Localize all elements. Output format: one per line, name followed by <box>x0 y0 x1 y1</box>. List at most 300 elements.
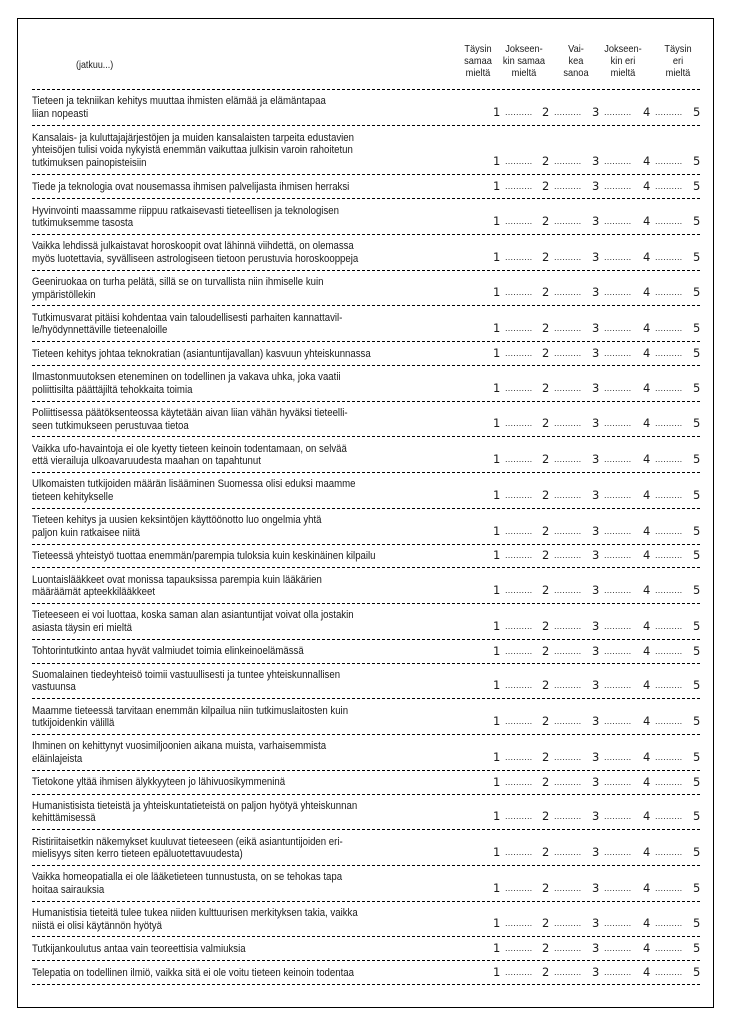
scale-dots: .......... <box>554 324 582 334</box>
scale-dots: .......... <box>604 182 632 192</box>
statement-line: Tieteen kehitys ja uusien keksintöjen käyttöönotto luo ongelmia yhtä <box>32 514 322 527</box>
statement-line: Tieteessä yhteistyö tuottaa enemmän/parempia tuloksia kuin keskinäinen kilpailu <box>32 550 376 563</box>
scale-option-3[interactable]: 3 <box>592 104 600 119</box>
likert-scale <box>474 941 704 955</box>
likert-scale <box>474 809 704 823</box>
scale-option-4[interactable]: 4 <box>643 809 651 824</box>
scale-option-2[interactable]: 2 <box>542 749 550 764</box>
scale-dots: .......... <box>554 777 582 787</box>
column-header-line: Jokseen- <box>604 43 642 55</box>
likert-scale <box>474 285 704 299</box>
scale-option-1[interactable]: 1 <box>493 916 501 931</box>
scale-option-1[interactable]: 1 <box>493 583 501 598</box>
scale-option-2[interactable]: 2 <box>542 643 550 658</box>
statement-line: Suomalainen tiedeyhteisö toimii vastuullisesti ja tuntee yhteiskunnallisen <box>32 668 341 681</box>
column-header-line: Täysin <box>464 43 492 55</box>
likert-scale <box>474 881 704 895</box>
scale-option-1[interactable]: 1 <box>493 749 501 764</box>
statement-text <box>32 800 402 825</box>
scale-dots: .......... <box>505 883 533 893</box>
scale-option-1[interactable]: 1 <box>493 487 501 502</box>
statement-line: että vierailuja ulkoavaruudesta maahan on tapahtunut <box>32 455 261 468</box>
statement-line: asiasta täysin eri mieltä <box>32 621 133 634</box>
scale-option-2[interactable]: 2 <box>542 916 550 931</box>
statement-text <box>32 836 402 861</box>
likert-scale <box>474 452 704 466</box>
scale-option-5[interactable]: 5 <box>693 179 701 194</box>
column-header-4 <box>597 43 650 79</box>
scale-option-5[interactable]: 5 <box>693 104 701 119</box>
scale-dots: .......... <box>604 107 632 117</box>
scale-dots: .......... <box>655 681 683 691</box>
scale-option-1[interactable]: 1 <box>493 678 501 693</box>
scale-dots: .......... <box>554 919 582 929</box>
scale-option-3[interactable]: 3 <box>592 249 600 264</box>
scale-dots: .......... <box>604 252 632 262</box>
scale-option-1[interactable]: 1 <box>493 809 501 824</box>
scale-dots: .......... <box>604 324 632 334</box>
scale-option-5[interactable]: 5 <box>693 618 701 633</box>
scale-option-4[interactable]: 4 <box>643 321 651 336</box>
scale-option-4[interactable]: 4 <box>643 749 651 764</box>
scale-dots: .......... <box>554 526 582 536</box>
scale-dots: .......... <box>505 324 533 334</box>
scale-option-5[interactable]: 5 <box>693 809 701 824</box>
scale-option-3[interactable]: 3 <box>592 774 600 789</box>
scale-dots: .......... <box>554 621 582 631</box>
column-header-line: sanoa <box>563 67 589 79</box>
scale-dots: .......... <box>604 777 632 787</box>
scale-dots: .......... <box>505 526 533 536</box>
scale-option-4[interactable]: 4 <box>643 774 651 789</box>
scale-option-2[interactable]: 2 <box>542 487 550 502</box>
scale-dots: .......... <box>554 349 582 359</box>
statement-line: tutkijoidenkin välillä <box>32 717 115 730</box>
scale-dots: .......... <box>554 944 582 954</box>
scale-option-2[interactable]: 2 <box>542 774 550 789</box>
scale-option-1[interactable]: 1 <box>493 844 501 859</box>
statement-line: Poliittisessa päätöksenteossa käytetään aivan liian vähän hyväksi tieteelli- <box>32 407 348 420</box>
scale-option-3[interactable]: 3 <box>592 321 600 336</box>
scale-dots: .......... <box>604 646 632 656</box>
likert-scale <box>474 548 704 562</box>
scale-option-1[interactable]: 1 <box>493 643 501 658</box>
scale-option-4[interactable]: 4 <box>643 548 651 563</box>
likert-scale <box>474 105 704 119</box>
scale-option-3[interactable]: 3 <box>592 548 600 563</box>
scale-option-5[interactable]: 5 <box>693 523 701 538</box>
scale-dots: .......... <box>655 847 683 857</box>
scale-option-5[interactable]: 5 <box>693 214 701 228</box>
scale-option-5[interactable]: 5 <box>693 774 701 789</box>
scale-option-4[interactable]: 4 <box>643 214 651 228</box>
statement-row <box>32 436 700 472</box>
scale-dots: .......... <box>554 217 582 226</box>
scale-dots: .......... <box>655 919 683 929</box>
column-header-line: mieltä <box>465 67 491 79</box>
scale-option-3[interactable]: 3 <box>592 965 600 980</box>
scale-option-3[interactable]: 3 <box>592 487 600 502</box>
scale-option-5[interactable]: 5 <box>693 548 701 563</box>
scale-option-5[interactable]: 5 <box>693 749 701 764</box>
scale-option-4[interactable]: 4 <box>643 452 651 467</box>
scale-option-3[interactable]: 3 <box>592 179 600 194</box>
scale-option-3[interactable]: 3 <box>592 380 600 395</box>
scale-option-2[interactable]: 2 <box>542 548 550 563</box>
scale-option-5[interactable]: 5 <box>693 965 701 980</box>
scale-option-5[interactable]: 5 <box>693 487 701 502</box>
scale-dots: .......... <box>604 968 632 978</box>
statement-line: Hyvinvointi maassamme riippuu ratkaisevasti tieteellisen ja teknologisen <box>32 204 339 217</box>
scale-dots: .......... <box>655 252 683 262</box>
statement-line: Tutkijankoulutus antaa vain teoreettisia valmiuksia <box>32 943 246 956</box>
scale-option-4[interactable]: 4 <box>643 487 651 502</box>
scale-option-5[interactable]: 5 <box>693 643 701 658</box>
scale-option-1[interactable]: 1 <box>493 104 501 119</box>
scale-option-5[interactable]: 5 <box>693 285 701 300</box>
scale-dots: .......... <box>505 777 533 787</box>
scale-option-3[interactable]: 3 <box>592 678 600 693</box>
column-header-line: mieltä <box>511 67 537 79</box>
likert-scale <box>474 714 704 728</box>
scale-option-5[interactable]: 5 <box>693 941 701 956</box>
scale-option-4[interactable]: 4 <box>643 179 651 194</box>
scale-dots: .......... <box>604 288 632 298</box>
scale-dots: .......... <box>554 107 582 117</box>
column-header-line: Jokseen- <box>505 43 543 55</box>
scale-option-4[interactable]: 4 <box>643 941 651 956</box>
scale-option-3[interactable]: 3 <box>592 809 600 824</box>
scale-option-5[interactable]: 5 <box>693 713 701 728</box>
scale-option-1[interactable]: 1 <box>493 452 501 467</box>
scale-dots: .......... <box>505 349 533 359</box>
scale-option-3[interactable]: 3 <box>592 749 600 764</box>
scale-option-4[interactable]: 4 <box>643 643 651 658</box>
likert-scale <box>474 179 704 193</box>
scale-option-2[interactable]: 2 <box>542 965 550 980</box>
scale-dots: .......... <box>554 383 582 393</box>
scale-option-4[interactable]: 4 <box>643 249 651 264</box>
likert-scale <box>474 583 704 597</box>
scale-option-3[interactable]: 3 <box>592 643 600 658</box>
scale-option-2[interactable]: 2 <box>542 523 550 538</box>
scale-option-2[interactable]: 2 <box>542 713 550 728</box>
scale-option-3[interactable]: 3 <box>592 583 600 598</box>
statement-text <box>32 443 402 468</box>
statement-row <box>32 960 700 984</box>
scale-option-4[interactable]: 4 <box>643 104 651 119</box>
scale-dots: .......... <box>604 944 632 954</box>
scale-option-4[interactable]: 4 <box>643 965 651 980</box>
scale-option-2[interactable]: 2 <box>542 583 550 598</box>
scale-dots: .......... <box>655 455 683 465</box>
scale-option-3[interactable]: 3 <box>592 452 600 467</box>
statement-line: ympäristöllekin <box>32 288 96 301</box>
scale-option-1[interactable]: 1 <box>493 214 501 228</box>
statement-row <box>32 89 700 125</box>
scale-dots: .......... <box>554 812 582 822</box>
scale-option-3[interactable]: 3 <box>592 523 600 538</box>
scale-dots: .......... <box>505 455 533 465</box>
likert-scale <box>474 845 704 859</box>
scale-dots: .......... <box>554 455 582 465</box>
scale-dots: .......... <box>655 646 683 656</box>
scale-option-2[interactable]: 2 <box>542 104 550 119</box>
scale-option-3[interactable]: 3 <box>592 285 600 300</box>
scale-dots: .......... <box>505 551 533 561</box>
scale-dots: .......... <box>655 752 683 762</box>
scale-option-2[interactable]: 2 <box>542 809 550 824</box>
continued-label: (jatkuu...) <box>76 59 114 71</box>
scale-option-5[interactable]: 5 <box>693 416 701 431</box>
scale-dots: .......... <box>604 812 632 822</box>
scale-option-3[interactable]: 3 <box>592 416 600 431</box>
scale-dots: .......... <box>655 324 683 334</box>
scale-dots: .......... <box>604 716 632 726</box>
scale-option-1[interactable]: 1 <box>493 249 501 264</box>
scale-option-3[interactable]: 3 <box>592 154 600 169</box>
column-header-line: Täysin <box>664 43 692 55</box>
statement-text <box>32 669 402 694</box>
scale-option-4[interactable]: 4 <box>643 880 651 895</box>
scale-option-5[interactable]: 5 <box>693 249 701 264</box>
scale-option-2[interactable]: 2 <box>542 416 550 431</box>
statement-row <box>32 270 700 306</box>
statement-text <box>32 312 402 337</box>
scale-option-1[interactable]: 1 <box>493 523 501 538</box>
scale-option-1[interactable]: 1 <box>493 321 501 336</box>
scale-option-1[interactable]: 1 <box>493 618 501 633</box>
statement-line: Ihminen on kehittynyt vuosimiljoonien aikana muista, varhaisemmista <box>32 740 327 753</box>
scale-dots: .......... <box>604 157 632 167</box>
scale-option-2[interactable]: 2 <box>542 249 550 264</box>
scale-option-5[interactable]: 5 <box>693 346 701 361</box>
column-header-line: kin samaa <box>502 55 546 67</box>
statement-row <box>32 639 700 663</box>
scale-dots: .......... <box>554 586 582 596</box>
scale-dots: .......... <box>655 586 683 596</box>
scale-option-1[interactable]: 1 <box>493 941 501 956</box>
likert-scale <box>474 524 704 538</box>
scale-option-4[interactable]: 4 <box>643 346 651 361</box>
statement-text <box>32 776 402 789</box>
scale-dots: .......... <box>655 490 683 500</box>
scale-option-1[interactable]: 1 <box>493 880 501 895</box>
statement-row <box>32 234 700 270</box>
scale-option-2[interactable]: 2 <box>542 380 550 395</box>
column-header-line: kin eri <box>610 55 636 67</box>
statement-line: Geeniruokaa on turha pelätä, sillä se on turvallista niin ihmiselle kuin <box>32 276 324 289</box>
statement-line: Maamme tieteessä tarvitaan enemmän kilpailua niin tutkimuslaitosten kuin <box>32 704 349 717</box>
likert-scale <box>474 346 704 360</box>
scale-option-1[interactable]: 1 <box>493 154 501 169</box>
scale-dots: .......... <box>655 383 683 393</box>
scale-option-4[interactable]: 4 <box>643 678 651 693</box>
scale-dots: .......... <box>505 252 533 262</box>
statement-text <box>32 574 402 599</box>
scale-option-3[interactable]: 3 <box>592 713 600 728</box>
statement-text <box>32 907 402 932</box>
scale-dots: .......... <box>604 349 632 359</box>
scale-dots: .......... <box>655 621 683 631</box>
scale-dots: .......... <box>554 752 582 762</box>
scale-option-4[interactable]: 4 <box>643 618 651 633</box>
scale-option-2[interactable]: 2 <box>542 154 550 169</box>
scale-dots: .......... <box>604 883 632 893</box>
scale-dots: .......... <box>505 681 533 691</box>
scale-option-2[interactable]: 2 <box>542 179 550 194</box>
statement-line: Tutkimusvarat pitäisi kohdentaa vain taloudellisesti parhaiten kannattavil- <box>32 311 343 324</box>
scale-dots: .......... <box>554 847 582 857</box>
scale-option-1[interactable]: 1 <box>493 774 501 789</box>
statement-text <box>32 609 402 634</box>
likert-scale <box>474 416 704 430</box>
statement-line: poliittisilta päättäjiltä tehokkaita toimia <box>32 383 193 396</box>
statement-row <box>32 663 700 699</box>
statement-line: Vaikka lehdissä julkaistavat horoskoopit ovat lähinnä viihdettä, on olemassa <box>32 240 354 253</box>
scale-option-1[interactable]: 1 <box>493 380 501 395</box>
scale-dots: .......... <box>505 586 533 596</box>
statement-line: Tieteen ja tekniikan kehitys muuttaa ihmisten elämää ja elämäntapaa <box>32 95 326 108</box>
scale-option-4[interactable]: 4 <box>643 154 651 169</box>
scale-option-3[interactable]: 3 <box>592 618 600 633</box>
scale-option-4[interactable]: 4 <box>643 713 651 728</box>
scale-option-2[interactable]: 2 <box>542 346 550 361</box>
scale-option-4[interactable]: 4 <box>643 916 651 931</box>
statement-row <box>32 770 700 794</box>
statement-text <box>32 348 402 361</box>
statement-line: Ristiriitaisetkin näkemykset kuuluvat tieteeseen (eikä asiantuntijoiden eri- <box>32 835 343 848</box>
scale-dots: .......... <box>604 217 632 226</box>
scale-dots: .......... <box>505 419 533 429</box>
statement-text <box>32 943 402 956</box>
statement-line: määräämät apteekkilääkkeet <box>32 586 156 599</box>
statement-line: Vaikka ufo-havaintoja ei ole kyetty tieteen keinoin todentamaan, on selvää <box>32 442 347 455</box>
scale-option-5[interactable]: 5 <box>693 916 701 931</box>
scale-option-2[interactable]: 2 <box>542 452 550 467</box>
statement-text <box>32 95 402 120</box>
scale-option-2[interactable]: 2 <box>542 844 550 859</box>
scale-option-4[interactable]: 4 <box>643 583 651 598</box>
scale-option-1[interactable]: 1 <box>493 416 501 431</box>
scale-option-2[interactable]: 2 <box>542 618 550 633</box>
statement-row <box>32 508 700 544</box>
likert-scale <box>474 619 704 633</box>
statement-line: Tiede ja teknologia ovat nousemassa ihmisen palvelijasta ihmisen herraksi <box>32 181 350 194</box>
scale-dots: .......... <box>655 968 683 978</box>
scale-dots: .......... <box>655 182 683 192</box>
questionnaire-frame <box>17 18 714 1008</box>
likert-scale <box>474 750 704 764</box>
statement-row <box>32 567 700 603</box>
scale-option-4[interactable]: 4 <box>643 416 651 431</box>
scale-option-3[interactable]: 3 <box>592 941 600 956</box>
statement-text <box>32 871 402 896</box>
scale-option-3[interactable]: 3 <box>592 916 600 931</box>
scale-option-1[interactable]: 1 <box>493 713 501 728</box>
scale-option-5[interactable]: 5 <box>693 154 701 169</box>
scale-dots: .......... <box>604 526 632 536</box>
scale-option-5[interactable]: 5 <box>693 452 701 467</box>
scale-option-5[interactable]: 5 <box>693 321 701 336</box>
scale-dots: .......... <box>554 419 582 429</box>
scale-dots: .......... <box>554 681 582 691</box>
scale-option-5[interactable]: 5 <box>693 880 701 895</box>
scale-dots: .......... <box>655 944 683 954</box>
column-header-line: mieltä <box>665 67 691 79</box>
scale-option-1[interactable]: 1 <box>493 965 501 980</box>
likert-scale <box>474 154 704 168</box>
row-divider <box>32 984 700 985</box>
likert-scale <box>474 644 704 658</box>
scale-option-1[interactable]: 1 <box>493 179 501 194</box>
scale-option-2[interactable]: 2 <box>542 285 550 300</box>
scale-option-5[interactable]: 5 <box>693 380 701 395</box>
scale-option-3[interactable]: 3 <box>592 880 600 895</box>
scale-option-4[interactable]: 4 <box>643 285 651 300</box>
scale-option-1[interactable]: 1 <box>493 346 501 361</box>
column-header-1 <box>452 43 505 79</box>
scale-dots: .......... <box>505 847 533 857</box>
scale-dots: .......... <box>655 349 683 359</box>
scale-option-2[interactable]: 2 <box>542 880 550 895</box>
scale-option-2[interactable]: 2 <box>542 941 550 956</box>
statement-text <box>32 205 402 230</box>
scale-option-5[interactable]: 5 <box>693 678 701 693</box>
scale-option-5[interactable]: 5 <box>693 844 701 859</box>
scale-option-5[interactable]: 5 <box>693 583 701 598</box>
statement-line: Ulkomaisten tutkijoiden määrän lisääminen Suomessa olisi eduksi maamme <box>32 478 356 491</box>
scale-dots: .......... <box>505 944 533 954</box>
scale-option-4[interactable]: 4 <box>643 380 651 395</box>
statement-text <box>32 645 402 658</box>
statement-line: Tietokone yltää ihmisen älykkyyteen jo lähivuosikymmeninä <box>32 776 286 789</box>
scale-option-1[interactable]: 1 <box>493 285 501 300</box>
scale-dots: .......... <box>604 455 632 465</box>
scale-option-3[interactable]: 3 <box>592 346 600 361</box>
statement-line: Humanistisista tieteistä ja yhteiskuntatieteistä on paljon hyötyä yhteiskunnan <box>32 799 358 812</box>
scale-dots: .......... <box>655 288 683 298</box>
scale-option-2[interactable]: 2 <box>542 321 550 336</box>
statement-row <box>32 901 700 937</box>
scale-option-2[interactable]: 2 <box>542 678 550 693</box>
scale-dots: .......... <box>655 157 683 167</box>
scale-dots: .......... <box>604 551 632 561</box>
statement-row <box>32 698 700 734</box>
scale-option-4[interactable]: 4 <box>643 844 651 859</box>
likert-scale <box>474 965 704 979</box>
scale-dots: .......... <box>505 157 533 167</box>
scale-dots: .......... <box>554 288 582 298</box>
statement-row <box>32 365 700 401</box>
scale-dots: .......... <box>505 107 533 117</box>
statement-line: seen tutkimukseen perustuvaa tietoa <box>32 419 189 432</box>
likert-scale <box>474 321 704 335</box>
scale-dots: .......... <box>505 716 533 726</box>
scale-option-2[interactable]: 2 <box>542 214 550 228</box>
scale-dots: .......... <box>655 883 683 893</box>
scale-dots: .......... <box>505 968 533 978</box>
statement-row <box>32 174 700 198</box>
statement-line: Telepatia on todellinen ilmiö, vaikka sitä ei ole voitu tieteen keinoin todentaa <box>32 966 354 979</box>
scale-option-3[interactable]: 3 <box>592 844 600 859</box>
scale-option-1[interactable]: 1 <box>493 548 501 563</box>
statement-text <box>32 181 402 194</box>
statement-text <box>32 967 402 980</box>
scale-option-3[interactable]: 3 <box>592 214 600 228</box>
statement-text <box>32 705 402 730</box>
scale-option-4[interactable]: 4 <box>643 523 651 538</box>
